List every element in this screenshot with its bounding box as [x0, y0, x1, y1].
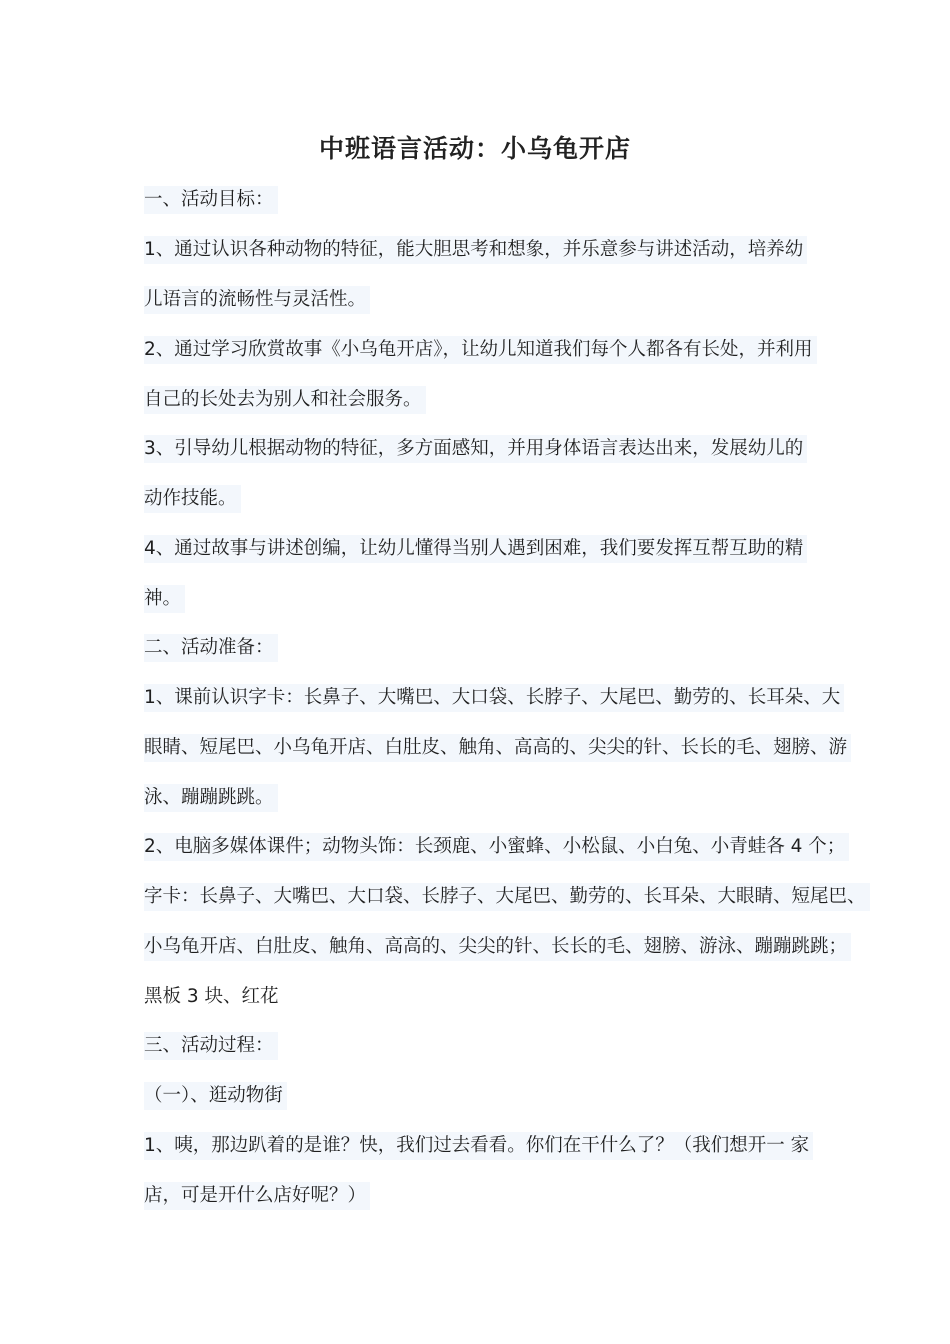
document-title: 中班语言活动：小乌龟开店 [318, 134, 631, 163]
paragraph-line: 店，可是开什么店好呢？） [144, 1182, 370, 1210]
paragraph-line: 2、电脑多媒体课件；动物头饰：长颈鹿、小蜜蜂、小松鼠、小白兔、小青蛙各 4 个； [144, 833, 849, 861]
paragraph-line: 黑板 3 块、红花 [144, 986, 279, 1007]
paragraph-line: 字卡：长鼻子、大嘴巴、大口袋、长脖子、大尾巴、勤劳的、长耳朵、大眼睛、短尾巴、 [144, 883, 870, 911]
section-heading-preparation: 二、活动准备： [144, 634, 278, 662]
section-heading-process: 三、活动过程： [144, 1032, 278, 1060]
paragraph-line: 3、引导幼儿根据动物的特征，多方面感知，并用身体语言表达出来，发展幼儿的 [144, 435, 807, 463]
paragraph-line: 2、通过学习欣赏故事《小乌龟开店》，让幼儿知道我们每个人都各有长处，并利用 [144, 336, 817, 364]
paragraph-line: 眼睛、短尾巴、小乌龟开店、白肚皮、触角、高高的、尖尖的针、长长的毛、翅膀、游 [144, 734, 851, 762]
paragraph-line: 泳、蹦蹦跳跳。 [144, 784, 278, 812]
paragraph-line: 动作技能。 [144, 485, 241, 513]
paragraph-line: 神。 [144, 585, 185, 613]
paragraph-line: 儿语言的流畅性与灵活性。 [144, 286, 370, 314]
paragraph-line: 1、通过认识各种动物的特征，能大胆思考和想象，并乐意参与讲述活动，培养幼 [144, 236, 807, 264]
paragraph-line: 1、咦，那边趴着的是谁？快，我们过去看看。你们在干什么了？（我们想开一 家 [144, 1132, 813, 1160]
paragraph-line: 自己的长处去为别人和社会服务。 [144, 386, 426, 414]
subsection-heading: （一）、逛动物街 [144, 1082, 287, 1110]
section-heading-goals: 一、活动目标： [144, 186, 278, 214]
paragraph-line: 4、通过故事与讲述创编，让幼儿懂得当别人遇到困难，我们要发挥互帮互助的精 [144, 535, 807, 563]
paragraph-line: 小乌龟开店、白肚皮、触角、高高的、尖尖的针、长长的毛、翅膀、游泳、蹦蹦跳跳； [144, 933, 851, 961]
paragraph-line: 1、课前认识字卡：长鼻子、大嘴巴、大口袋、长脖子、大尾巴、勤劳的、长耳朵、大 [144, 684, 844, 712]
